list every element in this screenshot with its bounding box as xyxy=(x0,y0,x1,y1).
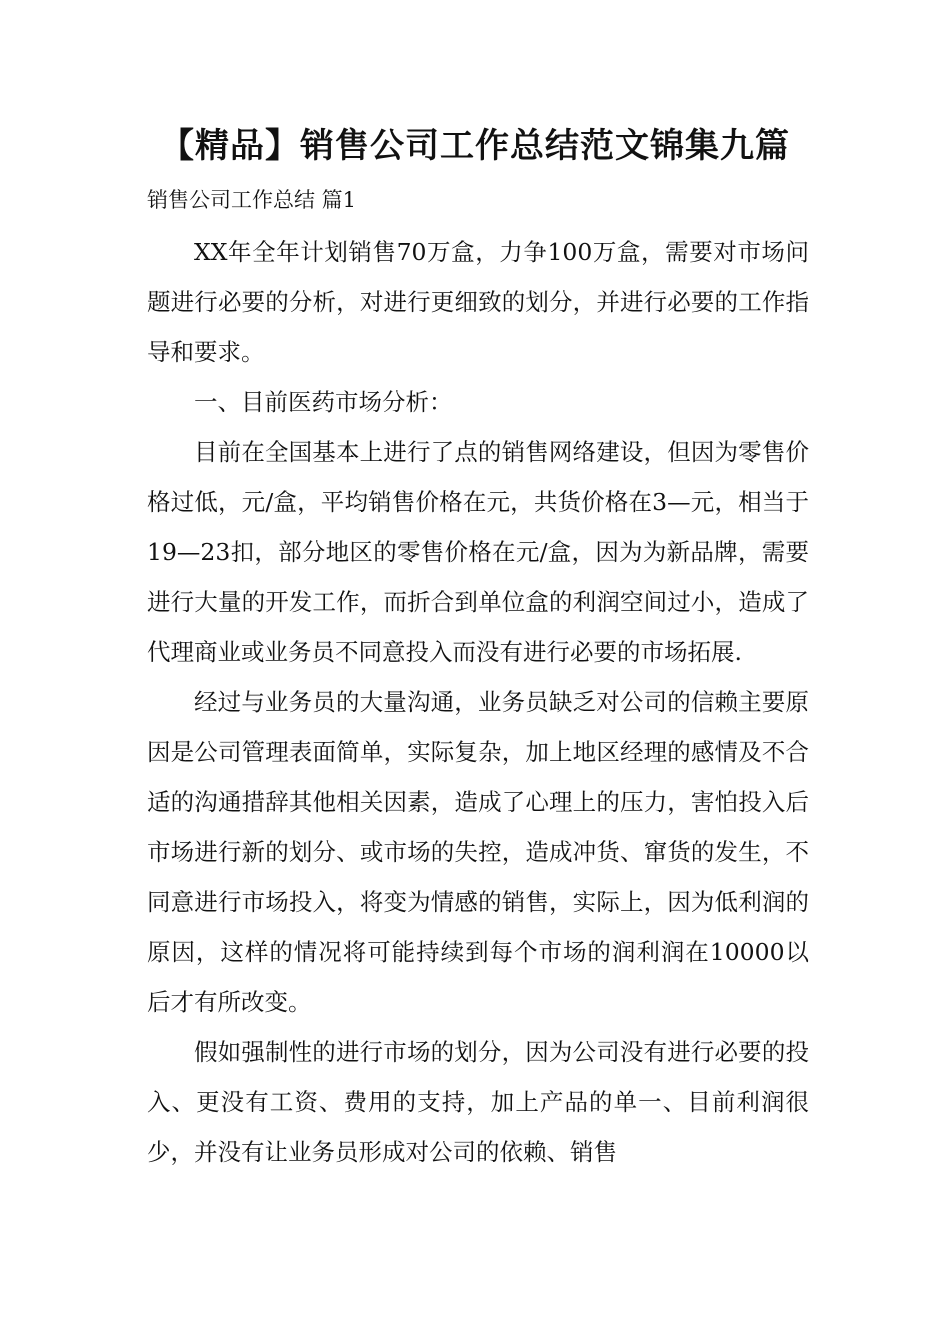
paragraph-communication: 经过与业务员的大量沟通，业务员缺乏对公司的信赖主要原因是公司管理表面简单，实际复杂，加上地区经理的感情及不合适的沟通措辞其他相关因素，造成了心理上的压力，害怕投入后市场进行新的划分、或市场的失控，造成冲货、窜货的发生，不同意进行市场投入，将变为情感的销售，实际上，因为低利润的原因，这样的情况将可能持续到每个市场的润利润在10000以后才有所改变。 xyxy=(147,688,809,1016)
document-body xyxy=(147,227,809,1177)
document-title: 【精品】销售公司工作总结范文锦集九篇 xyxy=(160,126,790,166)
paragraph-market-status: 目前在全国基本上进行了点的销售网络建设，但因为零售价格过低，元/盒，平均销售价格在元，共货价格在3—元，相当于19—23扣，部分地区的零售价格在元/盒，因为为新品牌，需要进行大量的开发工作，而折合到单位盒的利润空间过小，造成了代理商业或业务员不同意投入而没有进行必要的市场拓展. xyxy=(147,438,809,666)
paragraph-market-division: 假如强制性的进行市场的划分，因为公司没有进行必要的投入、更没有工资、费用的支持，加上产品的单一、目前利润很少，并没有让业务员形成对公司的依赖、销售 xyxy=(147,1038,809,1166)
paragraph-heading-market-analysis: 一、目前医药市场分析： xyxy=(194,388,453,416)
section-heading: 销售公司工作总结 篇1 xyxy=(147,188,357,212)
paragraph-intro: XX年全年计划销售70万盒，力争100万盒，需要对市场问题进行必要的分析，对进行更细致的划分，并进行必要的工作指导和要求。 xyxy=(147,238,809,366)
